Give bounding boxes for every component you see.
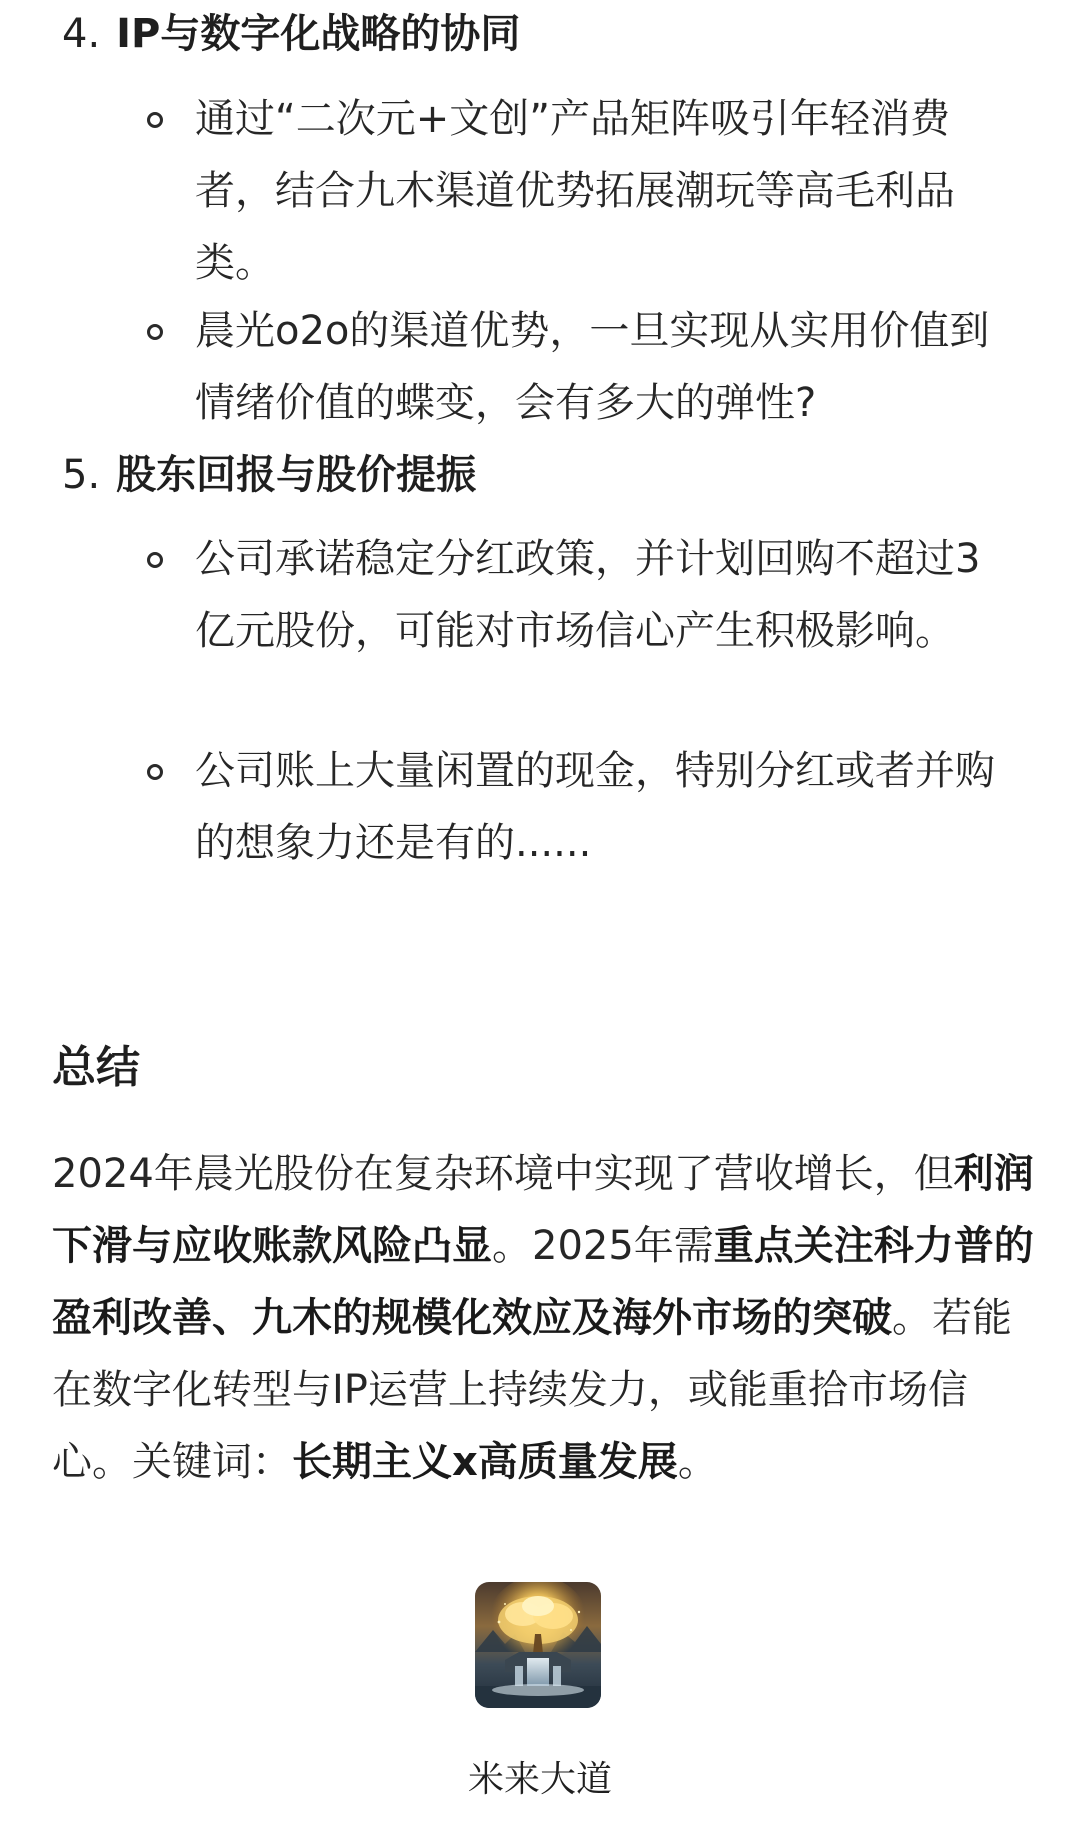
section-title: IP与数字化战略的协同 [116, 11, 521, 57]
bullet-circle-icon [147, 764, 163, 780]
golden-tree-landscape-icon [475, 1582, 601, 1708]
bullet-circle-icon [147, 552, 163, 568]
author-avatar[interactable] [475, 1582, 601, 1708]
list-item: 晨光o2o的渠道优势，一旦实现从实用价值到情绪价值的蝶变，会有多大的弹性? [195, 308, 990, 426]
bullet-circle-icon [147, 112, 163, 128]
section-heading-5 [62, 445, 476, 505]
summary-text: 。若能在数字化转型与IP运营上持续发力，或能重拾市场信心。关键词： [52, 1295, 1012, 1485]
list-item: 公司账上大量闲置的现金，特别分红或者并购的想象力还是有的...... [195, 748, 995, 866]
section-number: 4. [62, 11, 101, 57]
summary-emphasis: 重点关注科力普的盈利改善、九木的规模化效应及海外市场的突破 [52, 1223, 1034, 1341]
author-name[interactable]: 米来大道 [467, 1759, 612, 1800]
summary-emphasis: 利润下滑与应收账款风险凸显 [52, 1151, 1034, 1269]
summary-text: 2024年晨光股份在复杂环境中实现了营收增长，但 [52, 1151, 954, 1197]
summary-emphasis: 长期主义x高质量发展 [292, 1439, 678, 1485]
summary-paragraph [52, 1138, 1042, 1498]
section-title: 股东回报与股价提振 [116, 452, 477, 498]
list-item: 公司承诺稳定分红政策，并计划回购不超过3亿元股份，可能对市场信心产生积极影响。 [195, 536, 981, 654]
summary-text: 。2025年需 [492, 1223, 714, 1269]
section-heading-4 [62, 4, 520, 64]
summary-text: 。 [677, 1439, 718, 1485]
summary-heading: 总结 [52, 1042, 140, 1093]
list-item: 通过“二次元+文创”产品矩阵吸引年轻消费者，结合九木渠道优势拓展潮玩等高毛利品类。 [195, 96, 955, 286]
bullet-circle-icon [147, 324, 163, 340]
section-number: 5. [62, 452, 101, 498]
